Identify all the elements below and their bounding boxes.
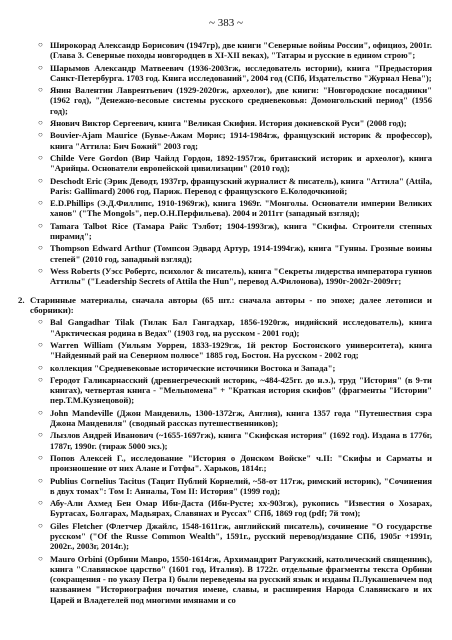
- entry-text: Mauro Orbini (Орбини Мавро, 1550-1614гж, Архимандрит Рагужский, католический священник), книга "Славянское царство" (1601 год, Италия). В 1722г. отдельные фрагменты текста Орбини (сокращения - по указу Петра I) были переведены на русский язык и изданы П.Лукашевичем под названием "Историография початия имене, славы, и расширения Народа Славянскаго и их Царей и Владетелей под многими имянами и со: [50, 553, 432, 605]
- document-list: [0, 40, 452, 607]
- entry-text: Лызлов Андрей Иванович (~1655-1697гж), книга "Скифская история" (1692 год). Издана в 1776г, 1787г, 1990г. (тираж 5000 экз.);: [50, 430, 432, 451]
- section-number: 2.: [18, 294, 25, 305]
- list-item: [0, 521, 452, 552]
- bullet-icon: ○: [38, 152, 43, 162]
- entry-text: Янович Виктор Сергеевич, книга "Великая Скифия. История докиевской Руси" (2008 год);: [50, 118, 407, 129]
- bullet-icon: ○: [38, 520, 43, 530]
- list-item: [0, 476, 452, 497]
- bullet-icon: ○: [38, 339, 43, 349]
- list-item: [0, 363, 452, 373]
- bullet-icon: ○: [38, 498, 43, 508]
- list-item: [0, 221, 452, 242]
- entry-text: Deschodt Eric (Эрик Деводт, 1937гр, французский журналист & писатель), книга "Аттила" (Attila, Paris: Gallimard) 2006 год, Париж. Перевод с французского Е.Колодочкиной;: [50, 175, 432, 196]
- entry-text: Childe Vere Gordon (Вир Чайлд Гордон, 1892-1957гж, британский историк и археолог), книга "Арийцы. Основатели европейской цивилизации" (2010 год);: [50, 152, 432, 174]
- list-item: [0, 453, 452, 474]
- list-item: [0, 153, 452, 174]
- list-item: [0, 340, 452, 361]
- bullet-icon: ○: [38, 175, 43, 185]
- list-item: [0, 198, 452, 219]
- list-item: [0, 85, 452, 116]
- entry-text: Шарымов Александр Матвеевич (1936-2003гж, исследователь истории), книга "Предыстория Санкт-Петербурга. 1703 год. Книга исследований", 2004 год (СПб, Издательство "Журнал Нева");: [50, 62, 432, 83]
- entry-text: Bouvier-Ajam Maurice (Бувье-Ажам Морис; 1914-1984гж, французский историк & профессор), книга "Аттила: Бич Божий" 2003 год;: [50, 130, 432, 151]
- entry-text: Giles Fletcher (Флетчер Джайлс, 1548-1611гж, английский писатель), сочинение "О государстве русском" ("Of the Russe Common Wealth", 1591г., русский перевод/издание СПб, 1905г +1991г, 2002г., 2003г, 2014г.);: [50, 520, 432, 552]
- bullet-icon: ○: [38, 220, 43, 230]
- bullet-icon: ○: [38, 130, 43, 140]
- list-item: [0, 176, 452, 197]
- entry-text: E.D.Phillips (Э.Д.Филлипс, 1910-1969гж), книга 1969г. "Монголы. Основатели империи Великих ханов" ("The Mongols", пер.О.Н.Перфильева). 2004 и 2011гг (западный взгляд);: [50, 198, 432, 219]
- entry-text: Tamara Talbot Rice (Тамара Райс Тэлбот; 1904-1993гж), книга "Скифы. Строители степных пирамид";: [50, 220, 432, 242]
- entry-text: Попов Алексей Г., исследование "История о Донском Войске" ч.II: "Скифы и Сарматы и произношение от них Алане и Готфы". Харьков, 1814г.;: [50, 452, 432, 474]
- bullet-icon: ○: [38, 317, 43, 327]
- entry-text: Геродот Галикарнасский (древнегреческий историк, ~484-425гг. до н.э.), труд "История" (в 9-ти книгах), четвертая книга - "Мельпомена" + "Краткая история скифов" (фрагменты "Истории" пер.Т.М.Кузнецовой);: [50, 374, 432, 406]
- list-item: [0, 40, 452, 61]
- list-item: [0, 375, 452, 406]
- list-item: [0, 63, 452, 84]
- list-item: [0, 317, 452, 338]
- bullet-icon: ○: [38, 374, 43, 384]
- list-item: [0, 118, 452, 128]
- bullet-icon: ○: [38, 430, 43, 440]
- entry-text: Широкорад Александр Борисович (1947гр), две книги "Северные войны России", официоз, 2001г. (Глава 3. Северные походы новгородцев в XI-XII веках), "Татары и русские в едином строю";: [50, 40, 432, 61]
- bullet-icon: ○: [38, 407, 43, 417]
- entry-text: Thompson Edward Arthur (Томпсон Эдвард Артур, 1914-1994гж), книга "Гунны. Грозные воины степей" (2010 год, западный взгляд);: [50, 243, 432, 264]
- bullet-icon: ○: [38, 553, 43, 563]
- list-item: [0, 243, 452, 264]
- section-heading-text: Старинные материалы, сначала авторы (65 шт.: сначала авторы - по эпохе; далее летописи и сборники):: [30, 294, 432, 315]
- entry-text: Янин Валентин Лаврентьевич (1929-2020гж, археолог), две книги: "Новгородские посадники" (1962 год), "Денежно-весовые системы русского средневековья: Домонгольский период" (1956 год);: [50, 85, 432, 116]
- entry-text: коллекция "Средневековые исторические источники Востока и Запада";: [50, 362, 336, 373]
- bullet-icon: ○: [38, 362, 43, 372]
- entry-text: Wess Roberts (Уэсс Робертс, психолог & писатель), книга "Секреты лидерства императора гуннов Аттилы" ("Leadership Secrets of Attila the Hun", перевод А.Филонова), 1990г-2002г-2009гг;: [50, 265, 432, 287]
- list-item: [0, 498, 452, 519]
- list-item: [0, 408, 452, 429]
- bullet-icon: ○: [38, 452, 43, 462]
- bullet-icon: ○: [38, 243, 43, 253]
- bullet-icon: ○: [38, 85, 43, 95]
- entry-text: John Mandeville (Джон Мандевиль, 1300-1372гж, Англия), книга 1357 года "Путешествия сэра Джона Мандевиля" (сводный рассказ путешественников);: [50, 407, 432, 429]
- list-item: [0, 554, 452, 605]
- bullet-icon: ○: [38, 40, 43, 49]
- bullet-icon: ○: [38, 198, 43, 208]
- bullet-icon: ○: [38, 265, 43, 275]
- list-item: [0, 430, 452, 451]
- section-heading: [0, 295, 452, 316]
- list-item: [0, 266, 452, 287]
- bullet-icon: ○: [38, 475, 43, 485]
- entry-text: Warren William (Уильям Уоррен, 1833-1929гж, 1й ректор Бостонского университета), книга "Найденный рай на Северном полюсе" 1885 год, Бостон. На русском - 2002 год;: [50, 339, 432, 361]
- bullet-icon: ○: [38, 118, 43, 128]
- entry-text: Publius Cornelius Tacitus (Тацит Публий Корнелий, ~58-от 117гж, римский историк), "Сочинения в двух томах": Том I: Анналы, Том II: История" (1999 год);: [50, 475, 432, 496]
- entry-text: Bal Gangadhar Tilak (Тилак Бал Гангадхар, 1856-1920гж, индийский исследователь), книга "Арктическая родина в Ведах" (1903 год, на русском - 2001 год);: [50, 317, 432, 338]
- page-number: ~ 383 ~: [209, 17, 243, 29]
- entry-text: Абу-Али Ахмед Бен Омар Ибн-Даста (Ибн-Русте; хх-903гж), рукопись "Известия о Хозарах, Буртасах, Болгарах, Мадьярах, Славянах и Руссах" СПб, 1869 год (pdf; 7й том);: [50, 498, 432, 519]
- bullet-icon: ○: [38, 62, 43, 72]
- list-item: [0, 130, 452, 151]
